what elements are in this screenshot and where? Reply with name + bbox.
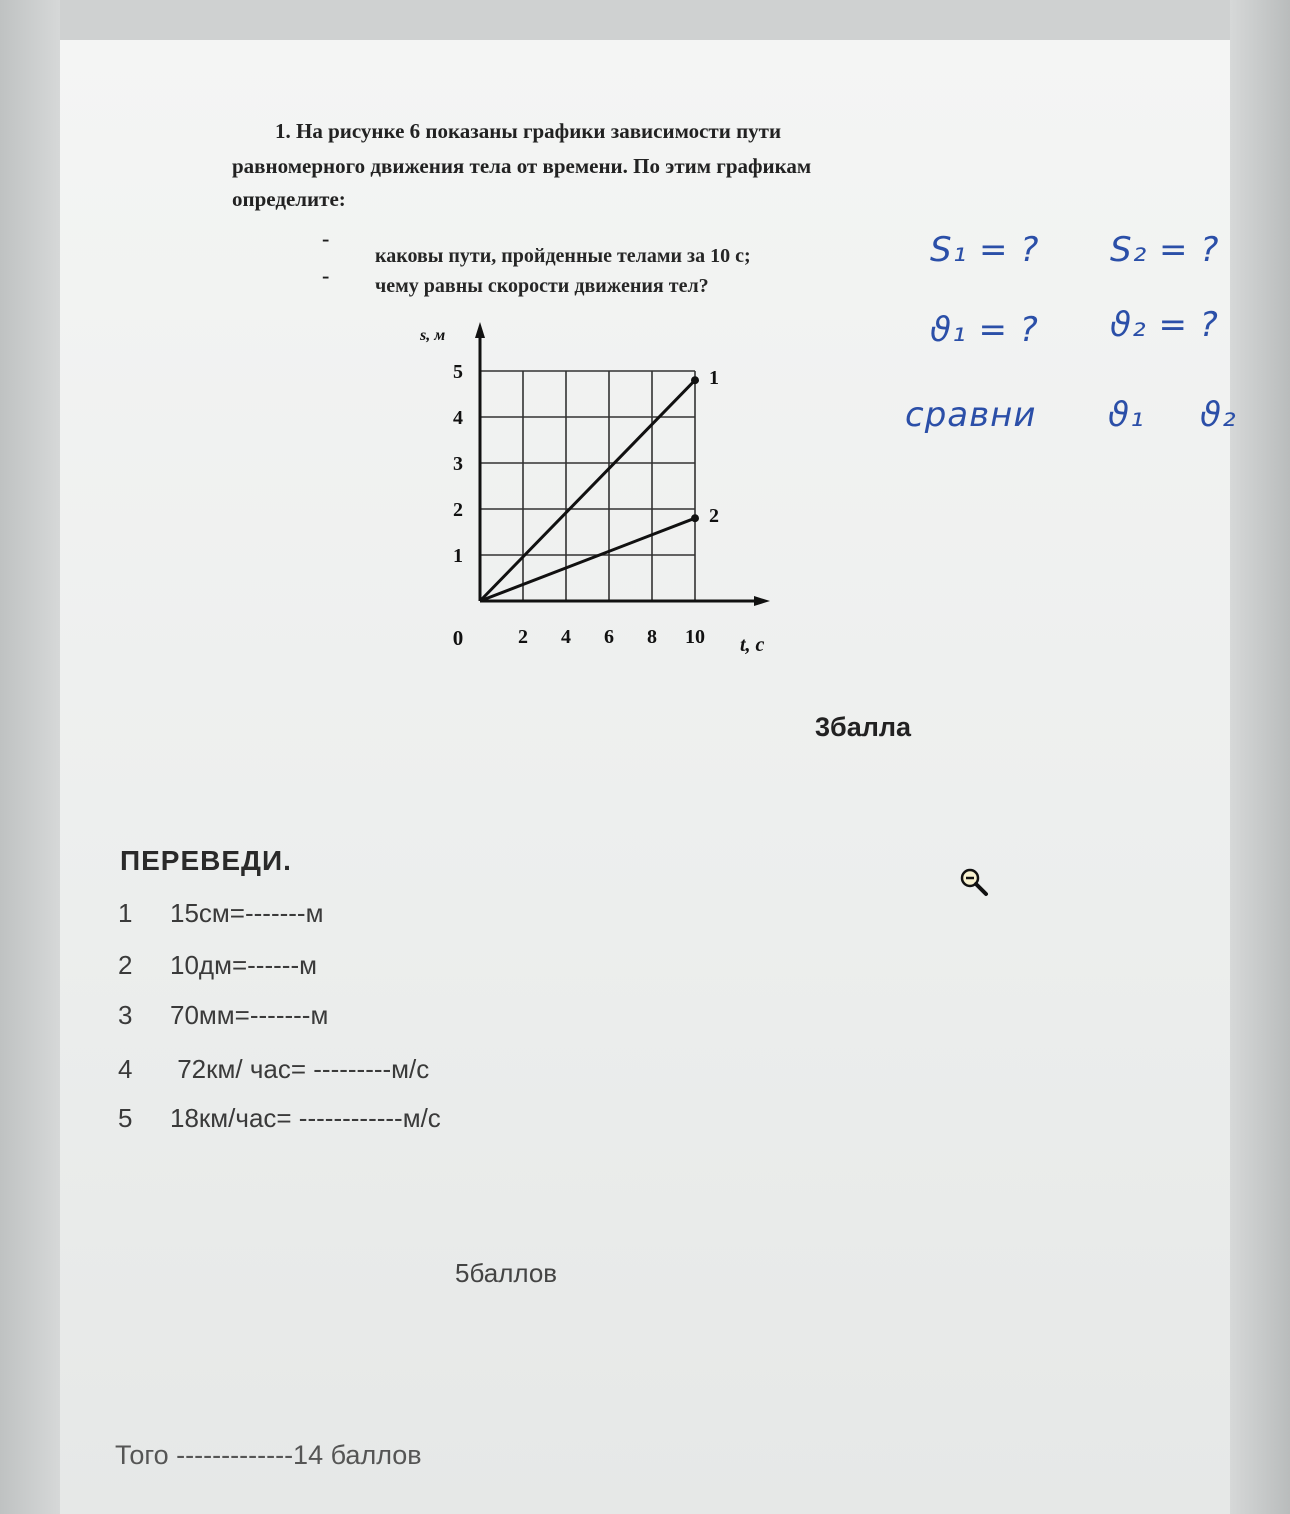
x-tick-label: 4 <box>561 626 571 648</box>
y-axis-label: s, м <box>420 327 446 344</box>
conversion-number: 4 <box>118 1054 133 1084</box>
conversion-text: 15см=-------м <box>170 898 324 928</box>
x-tick-label: 6 <box>604 626 614 648</box>
x-axis-label: t, с <box>740 634 765 656</box>
task1-bullet-1: каковы пути, пройденные телами за 10 с; <box>375 245 751 267</box>
bullet-dash: - <box>322 226 330 251</box>
x-tick-label: 8 <box>647 626 657 648</box>
conversion-text: 10дм=------м <box>170 950 317 980</box>
x-axis-arrow <box>754 596 770 606</box>
x-tick-label: 10 <box>685 626 705 648</box>
series-point-1 <box>691 376 699 384</box>
handwritten-s1: S₁ = ? <box>930 230 1040 270</box>
y-axis-arrow <box>475 322 485 338</box>
handwritten-v2: ϑ₂ = ? <box>1110 305 1219 345</box>
task1-points: 3балла <box>815 712 912 742</box>
conversion-item <box>118 1103 441 1134</box>
conversion-text: 72км/ час= ---------м/с <box>170 1054 430 1084</box>
conversion-number: 3 <box>118 1000 133 1030</box>
task1-line-3: определите: <box>232 187 346 211</box>
handwritten-compare: сравни <box>905 395 1037 435</box>
origin-label: 0 <box>452 626 464 650</box>
y-tick-label: 3 <box>453 453 463 475</box>
handwritten-compare-v1: ϑ₁ <box>1108 395 1145 435</box>
conversion-text: 70мм=-------м <box>170 1000 329 1030</box>
bullet-dash: - <box>322 263 330 288</box>
x-tick-label: 2 <box>518 626 528 648</box>
screen-right-shadow <box>1230 0 1290 1514</box>
conversion-item <box>118 950 317 981</box>
series-label-1: 1 <box>709 367 719 390</box>
task2-points: 5баллов <box>455 1258 558 1288</box>
translate-title: ПЕРЕВЕДИ. <box>120 845 292 876</box>
zoom-out-cursor-icon[interactable] <box>958 866 990 898</box>
task1-line-1: 1. На рисунке 6 показаны графики зависимости пути <box>275 119 782 143</box>
conversion-number: 1 <box>118 898 133 928</box>
conversion-item <box>118 898 323 929</box>
graph-labels <box>419 327 765 656</box>
total-points: Того -------------14 баллов <box>115 1440 422 1470</box>
screen-left-shadow <box>0 0 60 1514</box>
conversion-number: 5 <box>118 1103 133 1133</box>
graph-series <box>480 376 699 601</box>
series-line-2 <box>480 518 695 601</box>
task1-bullet-2: чему равны скорости движения тел? <box>375 275 709 297</box>
conversion-item <box>118 1000 328 1031</box>
conversion-item <box>118 1054 429 1085</box>
y-tick-label: 4 <box>453 407 463 429</box>
conversion-number: 2 <box>118 950 133 980</box>
series-point-2 <box>691 514 699 522</box>
series-label-2: 2 <box>709 505 719 528</box>
handwritten-v1: ϑ₁ = ? <box>930 310 1039 350</box>
distance-time-graph <box>410 318 790 668</box>
y-tick-label: 5 <box>453 361 463 383</box>
handwritten-compare-v2: ϑ₂ <box>1200 395 1237 435</box>
handwritten-s2: S₂ = ? <box>1110 230 1220 270</box>
task1-line-2: равномерного движения тела от времени. По этим графикам <box>232 154 812 178</box>
conversion-text: 18км/час= ------------м/с <box>170 1103 441 1133</box>
graph-axes <box>475 322 770 606</box>
series-line-1 <box>480 380 695 601</box>
y-tick-label: 2 <box>453 499 463 521</box>
y-tick-label: 1 <box>453 545 463 567</box>
